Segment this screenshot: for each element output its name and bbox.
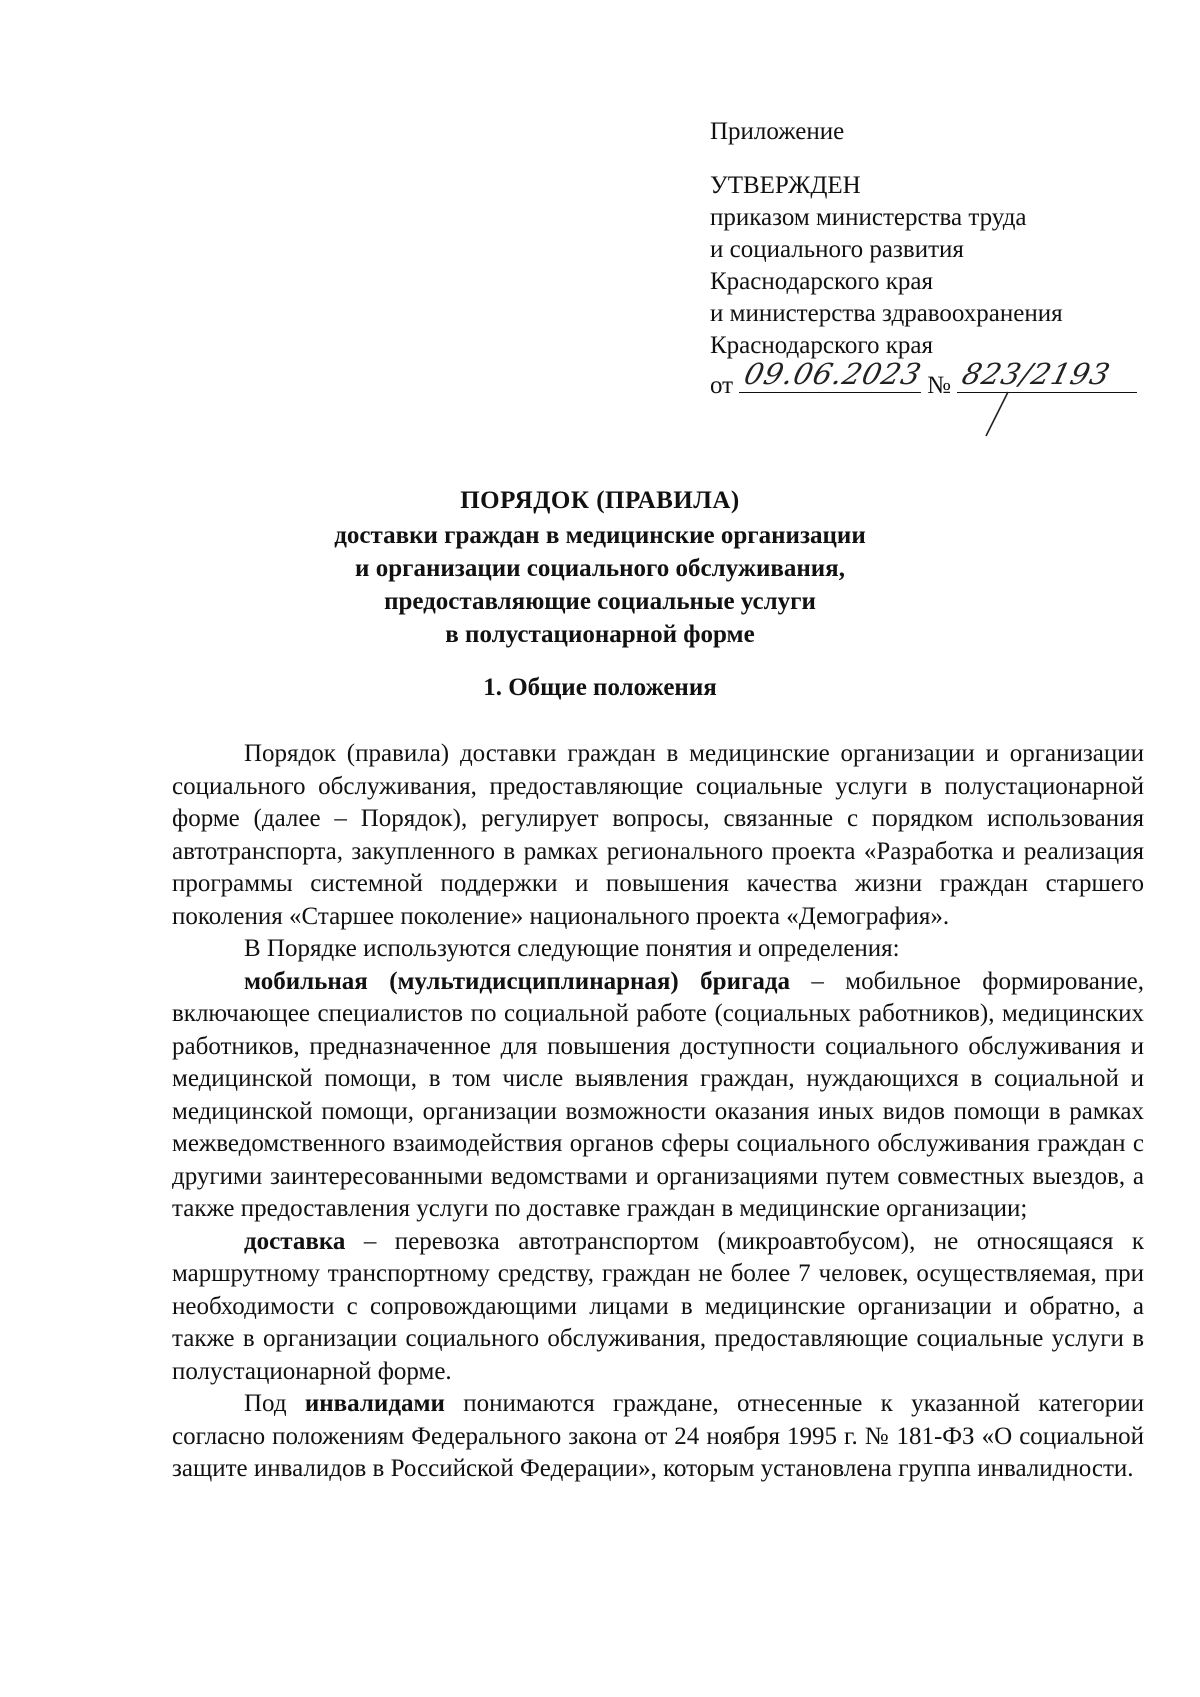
approval-line: Краснодарского края [710, 332, 933, 359]
section-heading: 1. Общие положения [483, 674, 717, 701]
paragraph-definition-brigade [172, 966, 1144, 1226]
document-title [0, 484, 1200, 651]
title-main: ПОРЯДОК (ПРАВИЛА) [460, 487, 740, 514]
date-field [739, 357, 926, 393]
title-line: и организации социального обслуживания, [355, 555, 845, 582]
document-body [172, 738, 1144, 1486]
term-disabled: инвалидами [304, 1390, 445, 1417]
term-brigade: мобильная (мультидисциплинарная) бригада [244, 967, 790, 995]
number-field [957, 357, 1137, 393]
approval-line: и министерства здравоохранения [710, 300, 1063, 327]
approval-block [710, 116, 1137, 402]
paragraph-intro: Порядок (правила) доставки граждан в медицинские организации и организации социального обслуживания, предоставляющие социальные услуги в полустационарной форме (далее – Порядок), регулирует вопросы, связанные с порядком использования автотранспорта, закупленного в рамках регионального проекта «Разработка и реализация программы системной поддержки и повышения качества жизни граждан старшего поколения «Старшее поколение» национального проекта «Демография». [172, 740, 1144, 930]
handwritten-number: 823/2193 [958, 357, 1115, 391]
title-line: предоставляющие социальные услуги [384, 588, 816, 615]
paragraph-definitions-lead: В Порядке используются следующие понятия и определения: [244, 935, 900, 962]
definition-disabled: понимаются граждане, отнесенные к указанной категории согласно положениям Федерального закона от 24 ноября 1995 г. № 181-ФЗ «О социальной защите инвалидов в Российской Федерации», которым установлена группа инвалидности. [172, 1390, 1144, 1482]
order-date-number-row [710, 357, 1137, 402]
approval-line: Краснодарского края [710, 268, 933, 295]
approved-label: УТВЕРЖДЕН [710, 172, 861, 199]
definition-disabled-lead: Под [244, 1390, 305, 1417]
title-line: в полустационарной форме [445, 621, 755, 648]
paragraph-definition-disabled [172, 1388, 1144, 1486]
paragraph-definition-delivery [172, 1226, 1144, 1389]
handwritten-date: 09.06.2023 [740, 357, 926, 391]
appendix-label: Приложение [710, 118, 845, 145]
definition-brigade: – мобильное формирование, включающее специалистов по социальной работе (социальных работников), медицинских работников, предназначенное для повышения доступности социального обслуживания и медицинской помощи, в том числе выявления граждан, нуждающихся в социальной и медицинской помощи, организации возможности оказания иных видов помощи в рамках межведомственного взаимодействия органов сферы социального обслуживания граждан с другими заинтересованными ведомствами и организациями путем совместных выездов, а также предоставления услуги по доставке граждан в медицинские организации; [172, 967, 1144, 1222]
approval-line: приказом министерства труда [710, 204, 1027, 231]
number-prefix: № [927, 372, 951, 399]
approval-line: и социального развития [710, 236, 964, 263]
term-delivery: доставка [244, 1227, 346, 1255]
title-line: доставки граждан в медицинские организации [334, 522, 866, 549]
definition-delivery: – перевозка автотранспортом (микроавтобусом), не относящаяся к маршрутному транспортному средству, граждан не более 7 человек, осуществляемая, при необходимости с сопровождающими лицами в медицинские организации и обратно, а также в организации социального обслуживания, предоставляющие социальные услуги в полустационарной форме. [172, 1227, 1144, 1385]
handwriting-stroke [978, 390, 1018, 440]
date-prefix: от [710, 372, 734, 399]
